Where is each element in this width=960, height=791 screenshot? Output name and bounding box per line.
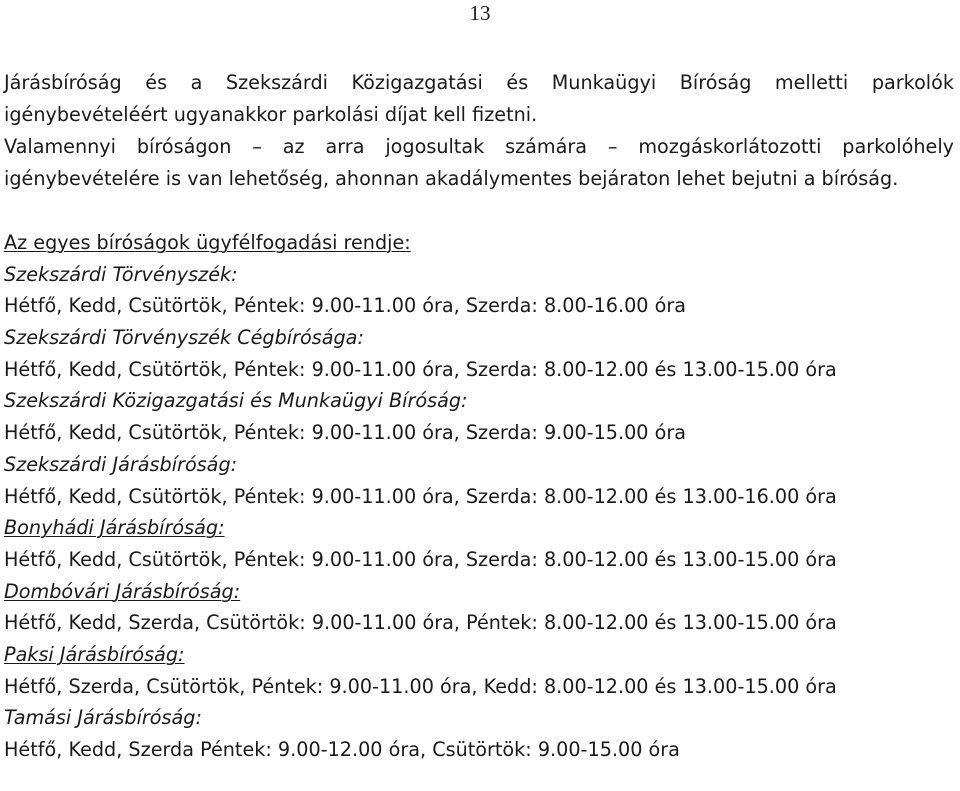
court-hours: Hétfő, Kedd, Csütörtök, Péntek: 9.00-11.00 óra, Szerda: 8.00-12.00 és 13.00-15.00 óra bbox=[4, 547, 837, 571]
parking-fee-paragraph: Járásbíróság és a Szekszárdi Közigazgatási és Munkaügyi Bíróság melletti parkolók igénybevételéért ugyanakkor parkolási díjat kell fizetni. bbox=[4, 71, 954, 126]
court-name: Szekszárdi Törvényszék: bbox=[4, 262, 238, 286]
court-hours: Hétfő, Kedd, Csütörtök, Péntek: 9.00-11.00 óra, Szerda: 8.00-12.00 és 13.00-16.00 óra bbox=[4, 484, 837, 508]
court-schedule-list bbox=[4, 259, 954, 766]
reception-hours-heading: Az egyes bíróságok ügyfélfogadási rendje: bbox=[4, 231, 411, 254]
document-body bbox=[4, 67, 954, 766]
court-name: Bonyhádi Járásbíróság: bbox=[4, 516, 225, 540]
court-hours: Hétfő, Kedd, Csütörtök, Péntek: 9.00-11.00 óra, Szerda: 8.00-12.00 és 13.00-15.00 óra bbox=[4, 357, 837, 381]
court-hours: Hétfő, Kedd, Csütörtök, Péntek: 9.00-11.00 óra, Szerda: 8.00-16.00 óra bbox=[4, 294, 686, 318]
court-name: Tamási Járásbíróság: bbox=[4, 706, 202, 730]
court-name: Szekszárdi Törvényszék Cégbírósága: bbox=[4, 326, 364, 350]
court-hours: Hétfő, Kedd, Szerda Péntek: 9.00-12.00 óra, Csütörtök: 9.00-15.00 óra bbox=[4, 738, 680, 761]
court-name: Szekszárdi Közigazgatási és Munkaügyi Bíróság: bbox=[4, 389, 468, 413]
paragraph-spacer bbox=[4, 195, 954, 227]
court-hours: Hétfő, Kedd, Csütörtök, Péntek: 9.00-11.00 óra, Szerda: 9.00-15.00 óra bbox=[4, 421, 686, 445]
court-hours: Hétfő, Kedd, Szerda, Csütörtök: 9.00-11.00 óra, Péntek: 8.00-12.00 és 13.00-15.00 óra bbox=[4, 611, 837, 635]
court-name: Dombóvári Járásbíróság: bbox=[4, 579, 241, 603]
court-name: Paksi Járásbíróság: bbox=[4, 642, 185, 666]
court-hours: Hétfő, Szerda, Csütörtök, Péntek: 9.00-11.00 óra, Kedd: 8.00-12.00 és 13.00-15.00 óra bbox=[4, 674, 837, 698]
accessible-parking-paragraph: Valamennyi bíróságon – az arra jogosultak számára – mozgáskorlátozotti parkolóhely igénybevételére is van lehetőség, ahonnan akadálymentes bejáraton lehet bejutni a bíróság. bbox=[4, 135, 954, 190]
page-number: 13 bbox=[469, 1, 491, 25]
court-name: Szekszárdi Járásbíróság: bbox=[4, 452, 238, 476]
